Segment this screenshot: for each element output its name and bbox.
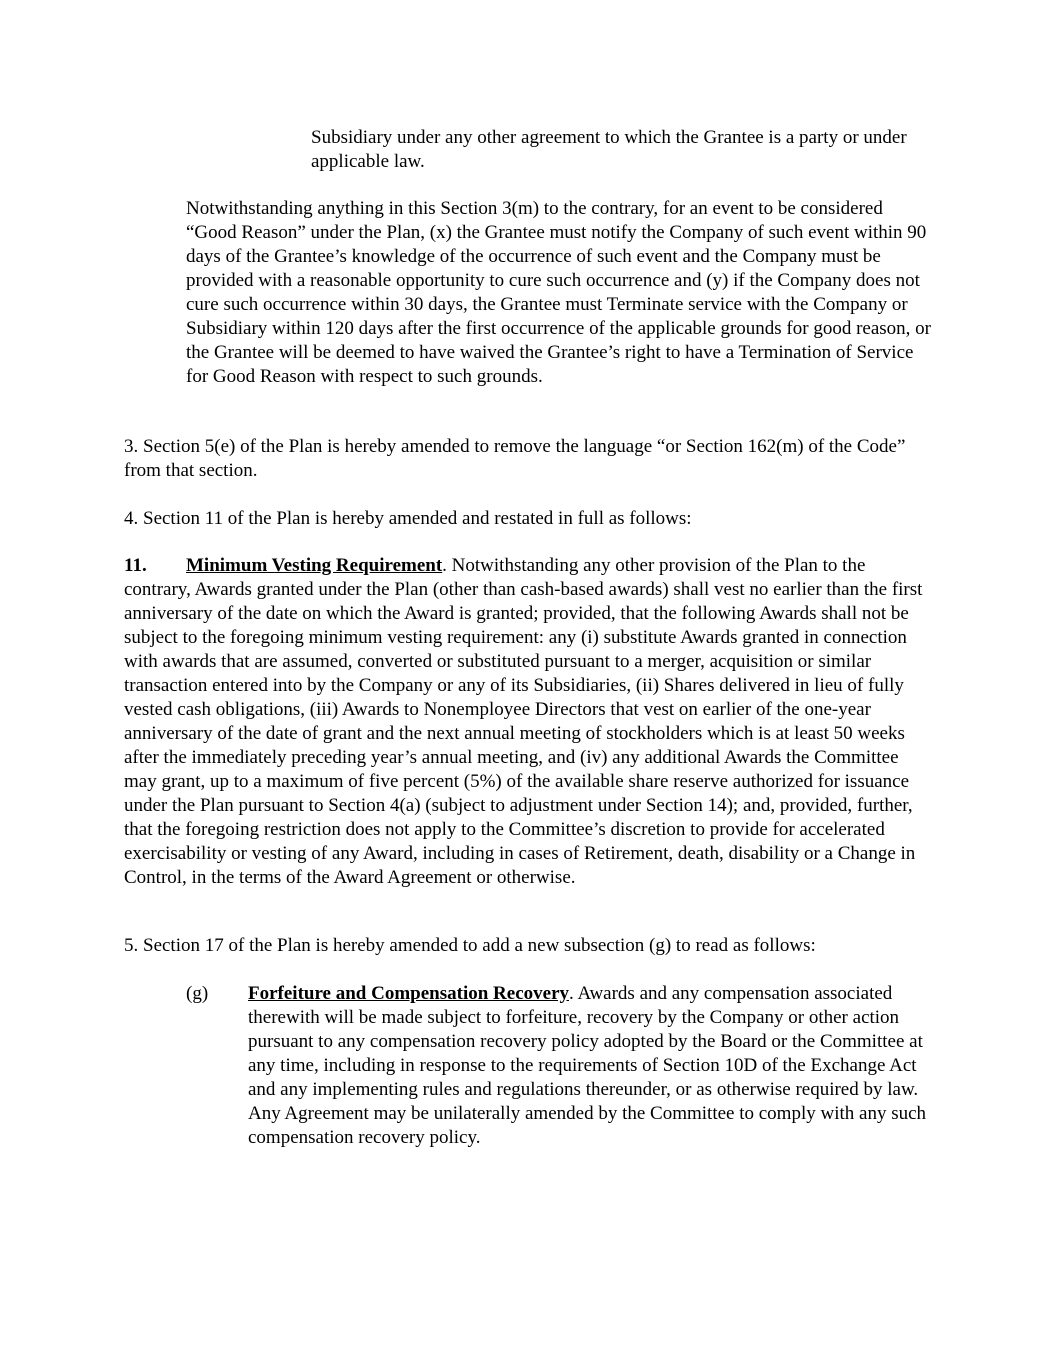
amendment-item-3: 3. Section 5(e) of the Plan is hereby amended to remove the language “or Section 162(m) of the Code” from that section. xyxy=(124,436,906,481)
section-11-number: 11. xyxy=(124,555,147,576)
continued-paragraph: Subsidiary under any other agreement to which the Grantee is a party or under applicable law. xyxy=(311,127,907,172)
section-11-paragraph xyxy=(124,554,934,890)
amendment-item-4: 4. Section 11 of the Plan is hereby amended and restated in full as follows: xyxy=(124,508,692,529)
subsection-g-body: . Awards and any compensation associated therewith will be made subject to forfeiture, recovery by the Company or other action pursuant to any compensation recovery policy adopted by the Board or the Committee at any time, including in response to the requirements of Section 10D of the Exchange Act and any implementing rules and regulations thereunder, or as otherwise required by law. Any Agreement may be unilaterally amended by the Committee to comply with any such compensation recovery policy. xyxy=(248,983,927,1148)
subsection-g-paragraph xyxy=(248,982,933,1150)
subsection-g-heading: Forfeiture and Compensation Recovery xyxy=(248,983,570,1004)
section-11-heading: Minimum Vesting Requirement xyxy=(186,555,443,576)
amendment-item-5: 5. Section 17 of the Plan is hereby amended to add a new subsection (g) to read as follows: xyxy=(124,935,816,956)
subsection-g-label: (g) xyxy=(186,983,209,1004)
section-11-body: . Notwithstanding any other provision of the Plan to the contrary, Awards granted under the Plan (other than cash-based awards) shall vest no earlier than the first anniversary of the date on which the Award is granted; provided, that the following Awards shall not be subject to the foregoing minimum vesting requirement: any (i) substitute Awards granted in connection with awards that are assumed, converted or substituted pursuant to a merger, acquisition or similar transaction entered into by the Company or any of its Subsidiaries, (ii) Shares delivered in lieu of fully vested cash obligations, (iii) Awards to Nonemployee Directors that vest on earlier of the one-year anniversary of the date of grant and the next annual meeting of stockholders which is at least 50 weeks after the immediately preceding year’s annual meeting, and (iv) any additional Awards the Committee may grant, up to a maximum of five percent (5%) of the available share reserve authorized for issuance under the Plan pursuant to Section 4(a) (subject to adjustment under Section 14); and, provided, further, that the foregoing restriction does not apply to the Committee’s discretion to provide for accelerated exercisability or vesting of any Award, including in cases of Retirement, death, disability or a Change in Control, in the terms of the Award Agreement or otherwise. xyxy=(124,555,923,888)
good-reason-paragraph: Notwithstanding anything in this Section 3(m) to the contrary, for an event to be considered “Good Reason” under the Plan, (x) the Grantee must notify the Company of such event within 90 days of the Grantee’s knowledge of the occurrence of such event and the Company must be provided with a reasonable opportunity to cure such occurrence and (y) if the Company does not cure such occurrence within 30 days, the Grantee must Terminate service with the Company or Subsidiary within 120 days after the first occurrence of the applicable grounds for good reason, or the Grantee will be deemed to have waived the Grantee’s right to have a Termination of Service for Good Reason with respect to such grounds. xyxy=(186,198,931,387)
